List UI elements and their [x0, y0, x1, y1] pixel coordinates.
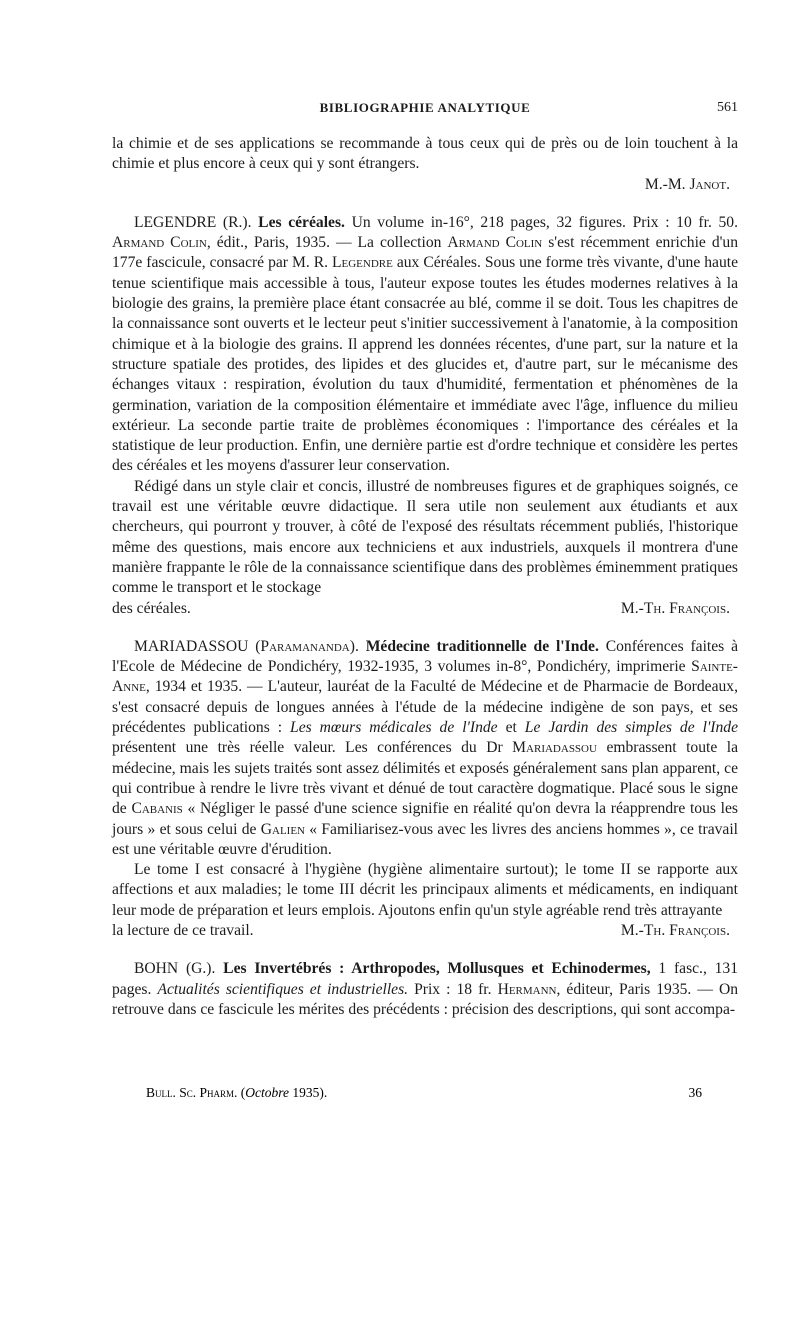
review-legendre-p2-end: des céréales.: [112, 599, 191, 617]
footer-number: 36: [688, 1085, 702, 1100]
review-bohn-title: Les Invertébrés : Arthropodes, Mollusques et Echinodermes,: [223, 960, 651, 978]
review-legendre-last-line: [112, 599, 738, 619]
review-legendre-collection: Armand Colin: [447, 234, 543, 252]
review-legendre-text-b: s'est récemment enrichie d'un 177e fascicule, consacré par M. R.: [112, 234, 739, 272]
review-legendre-text-c: aux Céréales. Sous une forme très vivante, d'une haute tenue scientifique mais accessible à tous, l'auteur expose toutes les études modernes relatives à la biologie des grains, la première place étant consacrée au blé, comme il se doit. Tous les chapitres de la connaissance sont ouverts et le lecteur peut s'initier successivement à l'anatomie, à la composition chimique et à la biologie des grains. Il apprend les données récentes, d'une part, sur la nature et la structure spatiale des protides, des lipides et des glucides et, d'autre part, sur le mécanisme des échanges vitaux : respiration, évolution du taux d'humidité, fermentation et phénomènes de la germination, variation de la composition élémentaire et immédiate avec l'âge, influence du milieu extérieur. La seconde partie traite de problèmes économiques : l'importance des céréales et la statistique de leur production. Enfin, une dernière partie est d'ordre technique et considère les pertes des céréales et les moyens d'assurer leur conservation.: [112, 254, 738, 475]
review-mariadassou-text-a: Conférences faites à l'Ecole de Médecine de Pondichéry, 1932-1935, 3 volumes in-8°, Pondichéry, imprimerie: [112, 637, 739, 676]
intro-text: la chimie et de ses applications se recommande à tous ceux qui de près ou de loin touchent à la chimie et plus encore à ceux qui y sont étrangers.: [112, 135, 738, 173]
review-mariadassou-p2-end: la lecture de ce travail.: [112, 921, 254, 939]
review-mariadassou-author: MARIADASSOU: [134, 637, 249, 655]
review-bohn-publisher: Hermann: [497, 980, 557, 998]
review-mariadassou-text-e: « Négliger le passé d'une science signifie en réalité qu'on devra la réapprendre tous les jours » et sous celui de: [112, 800, 738, 838]
review-legendre-title: Les céréales.: [258, 213, 345, 231]
review-mariadassou-p2: Le tome I est consacré à l'hygiène (hygiène alimentaire surtout); le tome II se rapporte aux affections et aux maladies; le tome III décrit les principaux aliments et médicaments, en indiquant leur mode de préparation et leurs emplois. Ajoutons enfin qu'un style agréable rend très attrayante: [112, 861, 738, 919]
review-mariadassou-signature: M.-Th. François.: [620, 921, 730, 939]
review-mariadassou-text-c: présentent une très réelle valeur. Les conférences du Dr: [112, 739, 503, 757]
intro-signature: M.-M. Janot.: [644, 175, 730, 193]
review-mariadassou-title: Médecine traditionnelle de l'Inde.: [365, 637, 599, 655]
review-legendre-details: Un volume in-16°, 218 pages, 32 figures. Prix : 10 fr. 50.: [351, 213, 738, 231]
review-bohn-series: Actualités scientifiques et industrielles.: [157, 980, 409, 998]
review-mariadassou: [112, 637, 738, 941]
review-legendre-publisher: Armand Colin: [112, 234, 207, 252]
review-bohn-text-a: 1 fasc., 131 pages.: [112, 960, 739, 998]
review-bohn-author: BOHN (G.).: [134, 960, 216, 978]
review-mariadassou-cabanis: Cabanis: [131, 800, 183, 818]
running-head: [112, 98, 738, 120]
review-legendre-p2: Rédigé dans un style clair et concis, illustré de nombreuses figures et de graphiques soignés, ce travail est une véritable œuvre didactique. Il sera utile non seulement aux étudiants et aux chercheurs, qui pourront y trouver, à côté de l'exposé des résultats récemment publiés, l'historique même des questions, mais encore aux techniciens et aux industriels, auxquels il montrera d'une manière frappante le rôle de la connaissance scientifique dans des problèmes éminemment pratiques comme le transport et le stockage: [112, 477, 738, 597]
review-legendre-author: LEGENDRE (R.).: [134, 213, 252, 231]
review-legendre-signature: M.-Th. François.: [620, 599, 730, 617]
review-bohn-body: [112, 959, 738, 1020]
review-mariadassou-and: et: [505, 719, 517, 737]
review-mariadassou-author-sc: Mariadassou: [512, 739, 597, 757]
review-mariadassou-text-f: « Familiarisez-vous avec les livres des anciens hommes », ce travail est une véritable œuvre d'érudition.: [112, 820, 738, 858]
review-mariadassou-text-b: , 1934 et 1935. — L'auteur, lauréat de la Faculté de Médecine et de Pharmacie de Bordeaux, s'est consacré depuis de longues années à l'étude de la médecine indigène de son pays, et ses précédentes publications :: [112, 678, 738, 737]
review-mariadassou-text-d: embrassent toute la médecine, mais les sujets traités sont assez délimités et exposés généralement sans plan apparent, ce qui contribue à rendre le livre très vivant et dénué de tout caractère dogmatique. Placé sous le signe de: [112, 739, 738, 818]
review-mariadassou-galien: Galien: [260, 820, 305, 838]
running-head-title: BIBLIOGRAPHIE ANALYTIQUE: [319, 100, 531, 115]
review-legendre-author-sc: Legendre: [331, 254, 393, 272]
review-mariadassou-work1: Les mœurs médicales de l'Inde: [290, 719, 498, 737]
page: [112, 98, 738, 1020]
review-mariadassou-body: [112, 637, 738, 860]
intro-paragraph: [112, 134, 738, 195]
review-mariadassou-last-line: [112, 921, 738, 941]
review-legendre: [112, 213, 738, 619]
review-mariadassou-printer: Sainte-Anne: [112, 658, 738, 696]
page-footer: [112, 1085, 738, 1101]
review-bohn: [112, 959, 738, 1020]
review-mariadassou-work2: Le Jardin des simples de l'Inde: [524, 719, 738, 737]
review-mariadassou-author-first: (Paramananda).: [255, 637, 359, 655]
review-legendre-pubinfo: , édit., Paris, 1935. — La collection: [206, 234, 442, 252]
review-legendre-body: [112, 213, 738, 477]
review-bohn-text-c: , éditeur, Paris 1935. — On retrouve dans ce fascicule les mérites des précédents : précision des descriptions, qui sont accompa-: [112, 980, 739, 1018]
footer-journal: Bull. Sc. Pharm. (Octobre 1935).: [146, 1085, 328, 1100]
review-bohn-text-b: Prix : 18 fr.: [414, 980, 492, 998]
page-number: 561: [717, 100, 738, 115]
